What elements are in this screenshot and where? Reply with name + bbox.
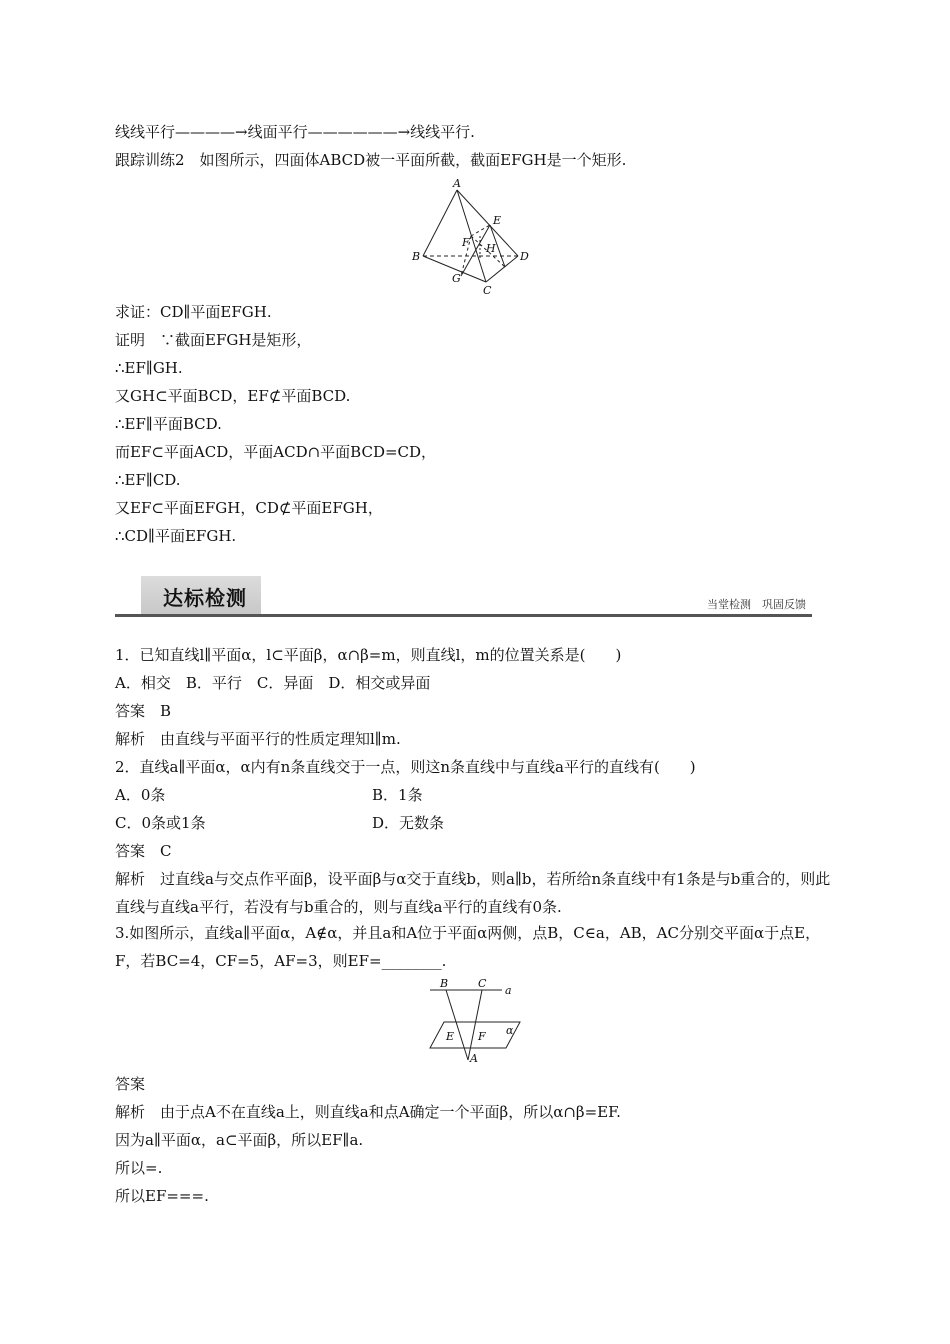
- q2-option-b: B．1条: [372, 786, 423, 804]
- proof-line-8: ∴CD∥平面EFGH.: [115, 527, 237, 545]
- q3-answer: 答案: [115, 1075, 146, 1093]
- proof-line-3: 又GH⊂平面BCD，EF⊄平面BCD.: [115, 387, 351, 405]
- exercise-statement: 跟踪训练2 如图所示，四面体ABCD被一平面所截，截面EFGH是一个矩形.: [115, 151, 627, 169]
- q2-option-a: A．0条: [115, 786, 166, 804]
- q2-analysis: 解析 过直线a与交点作平面β，设平面β与α交于直线b，则a∥b，若所给n条直线中有1条是与b重合的，则此直线与直线a平行，若没有与b重合的，则与直线a平行的直线有0条.: [115, 870, 831, 916]
- section-banner: [115, 576, 812, 618]
- section-subtitle: 当堂检测 巩固反馈: [707, 598, 806, 611]
- label-c: C: [483, 284, 492, 296]
- section-title: 达标检测: [163, 586, 247, 610]
- q1-answer: 答案 B: [115, 702, 172, 720]
- q1-options: A．相交 B．平行 C．异面 D．相交或异面: [115, 674, 431, 692]
- q2-option-d: D．无数条: [372, 814, 445, 832]
- q2-stem: 2．直线a∥平面α，α内有n条直线交于一点，则这n条直线中与直线a平行的直线有( ): [115, 758, 696, 776]
- q3-analysis-1: 解析 由于点A不在直线a上，则直线a和点A确定一个平面β，所以α∩β=EF.: [115, 1103, 621, 1121]
- proof-line-1: 证明 ∵截面EFGH是矩形，: [115, 331, 312, 349]
- label-b: B: [440, 977, 449, 990]
- proof-line-7: 又EF⊂平面EFGH，CD⊄平面EFGH，: [115, 499, 383, 517]
- label-c: C: [478, 977, 487, 990]
- label-d: D: [520, 250, 529, 263]
- q3-stem: 3.如图所示，直线a∥平面α，A∉α，并且a和A位于平面α两侧，点B，C∈a，AB，AC分别交平面α于点E，F，若BC=4，CF=5，AF=3，则EF=________.: [115, 924, 821, 970]
- proof-line-4: ∴EF∥平面BCD.: [115, 415, 222, 433]
- label-a-line: a: [505, 984, 512, 997]
- proof-line-2: ∴EF∥GH.: [115, 359, 183, 377]
- label-e: E: [446, 1030, 455, 1043]
- label-a-point: A: [470, 1052, 478, 1064]
- q2-option-c: C．0条或1条: [115, 814, 206, 832]
- summary-line: 线线平行————→线面平行——————→线线平行.: [115, 123, 475, 141]
- q1-stem: 1．已知直线l∥平面α，l⊂平面β，α∩β=m，则直线l，m的位置关系是( ): [115, 646, 622, 664]
- q3-analysis-3: 所以=.: [115, 1159, 163, 1177]
- label-a: A: [453, 178, 461, 190]
- label-alpha: α: [506, 1024, 514, 1037]
- proof-line-6: ∴EF∥CD.: [115, 471, 181, 489]
- label-f: F: [462, 236, 470, 249]
- tetrahedron-figure: [410, 178, 540, 296]
- label-f: F: [478, 1030, 486, 1043]
- q3-analysis-4: 所以EF===.: [115, 1187, 209, 1205]
- q2-answer: 答案 C: [115, 842, 172, 860]
- label-e: E: [493, 214, 502, 227]
- q1-analysis: 解析 由直线与平面平行的性质定理知l∥m.: [115, 730, 401, 748]
- label-h: H: [486, 242, 496, 255]
- label-g: G: [452, 272, 461, 285]
- prove-statement: 求证：CD∥平面EFGH.: [115, 303, 272, 321]
- section-title-block: [141, 576, 261, 614]
- plane-line-figure: [420, 976, 532, 1064]
- q3-analysis-2: 因为a∥平面α，a⊂平面β，所以EF∥a.: [115, 1131, 364, 1149]
- section-divider: [115, 614, 812, 617]
- label-b: B: [412, 250, 421, 263]
- proof-line-5: 而EF⊂平面ACD，平面ACD∩平面BCD=CD，: [115, 443, 437, 461]
